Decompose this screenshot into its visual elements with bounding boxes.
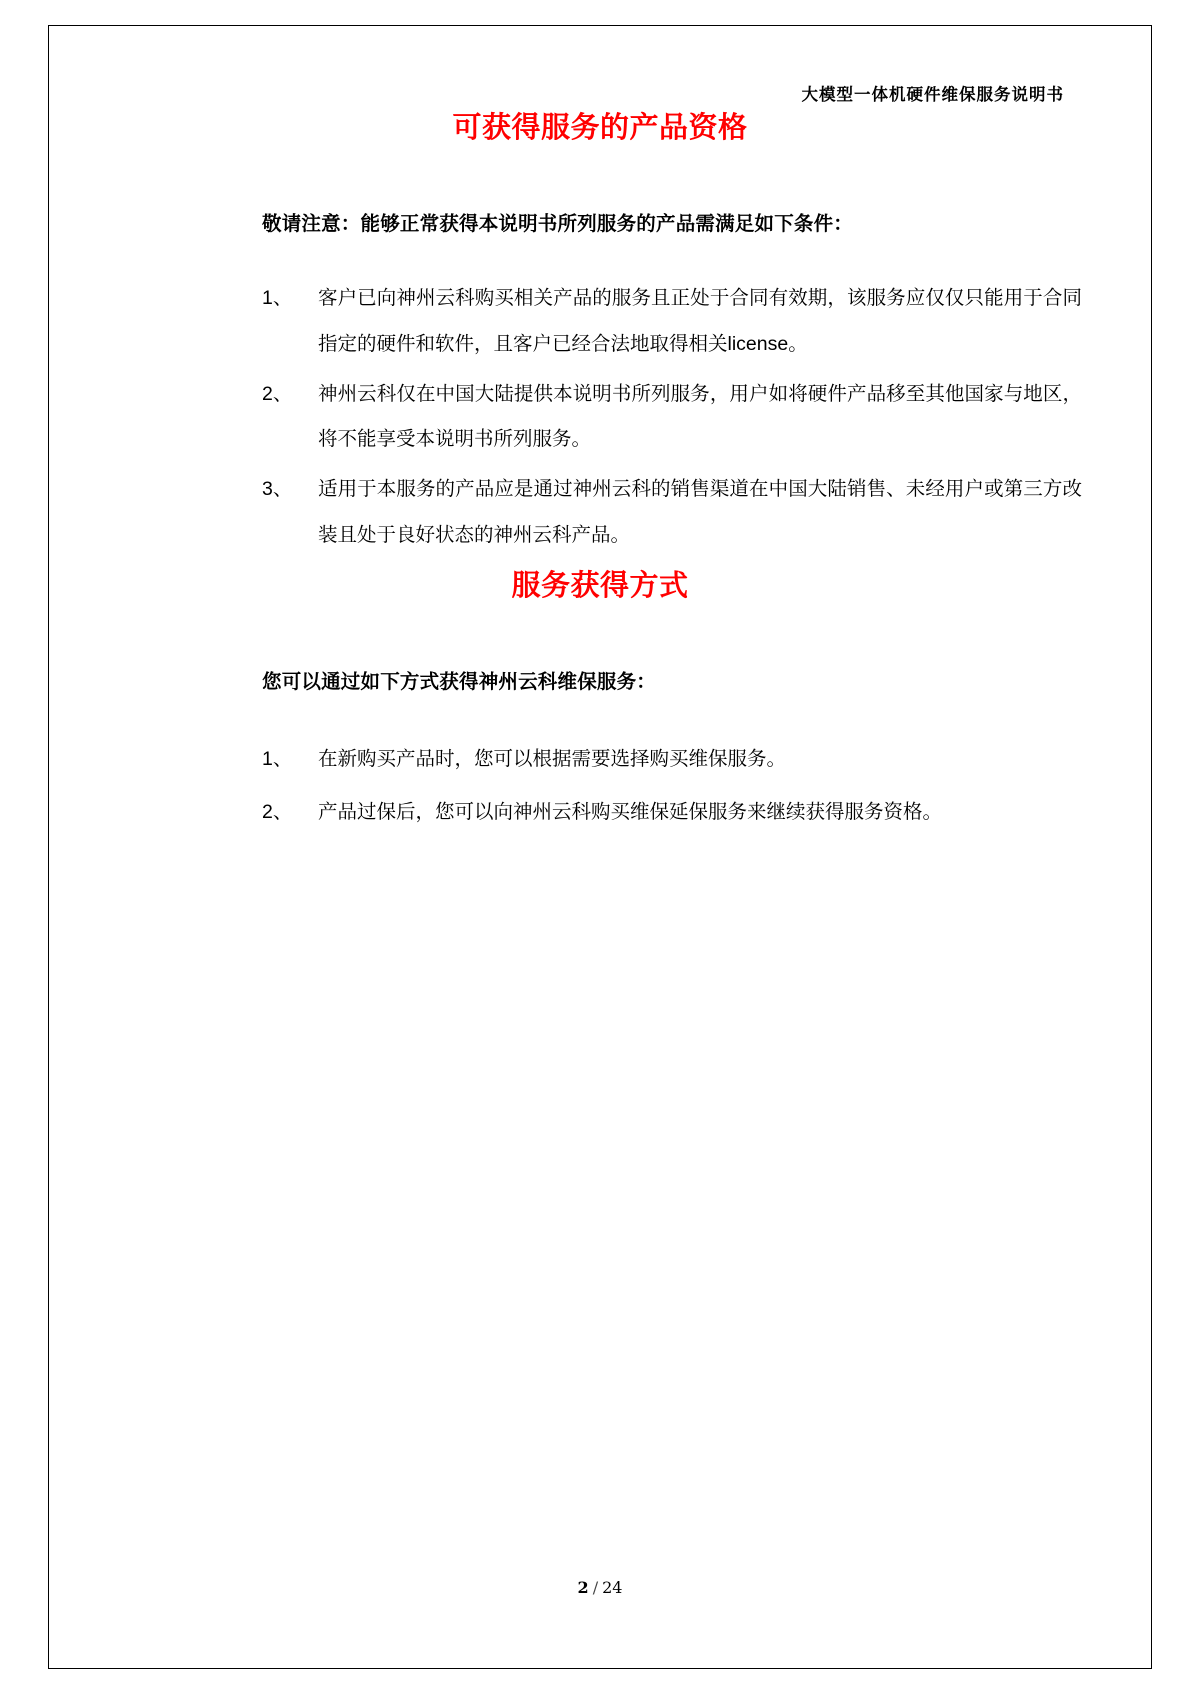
list-item: [108, 276, 1092, 368]
section-title-service-access: 服务获得方式: [511, 569, 689, 602]
total-page-count: 24: [602, 1578, 623, 1597]
section-lead-service-access: 您可以通过如下方式获得神州云科维保服务：: [262, 670, 657, 693]
service-access-list: [108, 740, 1092, 832]
list-item: [108, 467, 1092, 559]
page-number-separator: /: [592, 1578, 599, 1597]
list-item-marker: 3、: [262, 478, 293, 501]
list-item: [108, 793, 1092, 832]
list-item-text: 在新购买产品时，您可以根据需要选择购买维保服务。: [318, 747, 787, 770]
list-item-text: 产品过保后，您可以向神州云科购买维保延保服务来继续获得服务资格。: [318, 800, 943, 823]
condition-list: [108, 276, 1092, 559]
current-page-number: 2: [577, 1578, 589, 1597]
page-content: [48, 25, 1152, 1669]
list-item-text: 客户已向神州云科购买相关产品的服务且正处于合同有效期，该服务应仅仅只能用于合同指定的硬件和软件，且客户已经合法地取得相关license。: [318, 287, 1082, 355]
list-item-marker: 2、: [262, 382, 293, 405]
list-item-text: 适用于本服务的产品应是通过神州云科的销售渠道在中国大陆销售、未经用户或第三方改装且处于良好状态的神州云科产品。: [318, 478, 1082, 547]
list-item: [108, 740, 1092, 779]
list-item-marker: 1、: [262, 287, 293, 309]
section-title-product-eligibility: 可获得服务的产品资格: [452, 112, 748, 144]
running-header: 大模型一体机硬件维保服务说明书: [801, 85, 1064, 104]
list-item-marker: 2、: [262, 800, 293, 823]
list-item-marker: 1、: [262, 747, 293, 770]
list-item: [108, 372, 1092, 464]
section-lead-product-eligibility: 敬请注意：能够正常获得本说明书所列服务的产品需满足如下条件：: [262, 213, 854, 235]
page-footer: [48, 1578, 1152, 1597]
list-item-text: 神州云科仅在中国大陆提供本说明书所列服务，用户如将硬件产品移至其他国家与地区，将不能享受本说明书所列服务。: [318, 382, 1082, 451]
